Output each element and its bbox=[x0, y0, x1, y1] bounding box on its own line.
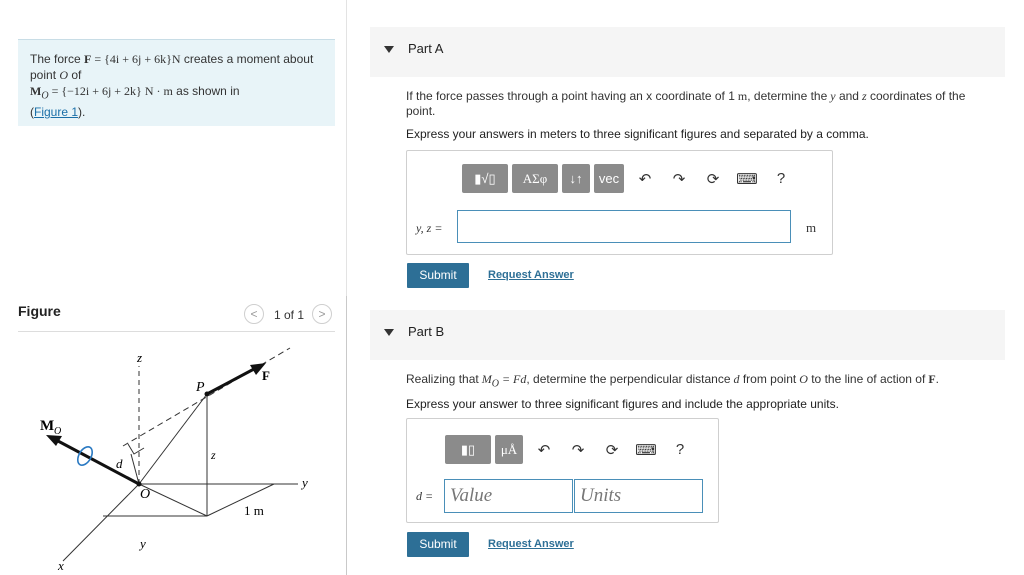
part-a-answer-box bbox=[406, 150, 833, 255]
templates-button[interactable]: ▮√▯ bbox=[462, 164, 508, 193]
reset-icon[interactable]: ⟳ bbox=[605, 441, 619, 459]
figure-divider bbox=[346, 296, 347, 575]
part-a-answer-input[interactable] bbox=[457, 210, 791, 243]
problem-statement bbox=[18, 39, 335, 126]
pager-next-button[interactable]: > bbox=[312, 304, 332, 324]
floor-line-y bbox=[207, 484, 274, 516]
undo-icon[interactable]: ↶ bbox=[638, 170, 652, 188]
figure-rule bbox=[18, 331, 335, 332]
units-button[interactable]: μÅ bbox=[495, 435, 523, 464]
as-shown-text: as shown in bbox=[172, 84, 240, 98]
figure-heading: Figure bbox=[18, 303, 61, 319]
keyboard-icon[interactable]: ⌨ bbox=[736, 170, 758, 188]
label-O: O bbox=[140, 487, 151, 502]
label-z-top: z bbox=[137, 350, 143, 365]
part-a-question bbox=[406, 89, 996, 119]
vector-button[interactable]: vec bbox=[594, 164, 624, 193]
part-a-header[interactable] bbox=[370, 27, 1005, 77]
label-P: P bbox=[196, 380, 205, 395]
paren-close: ). bbox=[78, 105, 86, 120]
value-placeholder: Value bbox=[450, 485, 493, 506]
label-Mo: M bbox=[40, 418, 55, 434]
part-a-request-answer-link[interactable]: Request Answer bbox=[488, 269, 574, 281]
label-y-axis: y bbox=[302, 475, 308, 490]
part-b-answer-label: d = bbox=[416, 489, 434, 503]
part-a-question-y: y bbox=[827, 89, 836, 103]
moment-symbol: M bbox=[30, 84, 42, 98]
paren-open: ( bbox=[30, 105, 34, 120]
part-a-answer-label: y, z = bbox=[416, 221, 443, 235]
collapse-triangle-icon[interactable] bbox=[384, 329, 394, 336]
part-a-submit-button[interactable]: Submit bbox=[407, 263, 469, 288]
part-a-question-pre: If the force passes through a point having an x coordinate of 1 bbox=[406, 89, 735, 103]
point-P bbox=[205, 392, 210, 397]
part-b-toolbar bbox=[445, 435, 697, 464]
units-input[interactable] bbox=[574, 479, 703, 513]
part-b-question-eq2: = Fd bbox=[498, 372, 527, 386]
label-1m: 1 m bbox=[244, 503, 264, 518]
keyboard-icon[interactable]: ⌨ bbox=[635, 441, 657, 459]
part-a-question-z: z bbox=[858, 89, 867, 103]
part-b-question bbox=[406, 372, 996, 391]
help-icon[interactable]: ? bbox=[675, 441, 685, 458]
part-b-question-pre: Realizing that bbox=[406, 372, 479, 386]
part-a-question-post: coordinates of the point. bbox=[406, 89, 966, 118]
pager-prev-button[interactable]: < bbox=[244, 304, 264, 324]
figure-link[interactable]: Figure 1 bbox=[34, 105, 79, 120]
pager-text: 1 of 1 bbox=[274, 308, 305, 322]
part-a-question-mid: , determine the bbox=[747, 89, 828, 103]
part-a-question-and: and bbox=[835, 89, 859, 103]
label-d: d bbox=[116, 456, 123, 471]
right-angle-marker bbox=[128, 444, 144, 454]
x-axis bbox=[63, 484, 139, 561]
part-b-submit-button[interactable]: Submit bbox=[407, 532, 469, 557]
part-b-question-sub: O bbox=[491, 378, 499, 390]
problem-intro: The force bbox=[30, 52, 81, 66]
force-arrow bbox=[207, 369, 254, 394]
part-a-toolbar bbox=[462, 164, 798, 193]
label-F: F bbox=[262, 368, 270, 383]
part-b-instruction: Express your answer to three significant figures and include the appropriate units. bbox=[406, 397, 839, 411]
force-value: = {4i + 6j + 6k}N bbox=[91, 52, 181, 66]
part-a-question-unit: m bbox=[734, 89, 748, 103]
collapse-triangle-icon[interactable] bbox=[384, 46, 394, 53]
part-b-question-eq: M bbox=[478, 372, 492, 386]
redo-icon[interactable]: ↷ bbox=[672, 170, 686, 188]
force-symbol: F bbox=[84, 52, 92, 66]
figure-diagram bbox=[18, 336, 338, 575]
part-b-question-from: from point bbox=[739, 372, 797, 386]
position-vector bbox=[139, 394, 207, 484]
part-b-question-post: to the line of action of bbox=[807, 372, 926, 386]
creates-text: creates a moment about point bbox=[30, 52, 314, 82]
label-x-axis: x bbox=[58, 558, 64, 573]
of-text: of bbox=[68, 68, 82, 82]
part-b-question-mid: , determine the perpendicular distance bbox=[526, 372, 731, 386]
reset-icon[interactable]: ⟳ bbox=[706, 170, 720, 188]
part-b-question-d: d bbox=[730, 372, 740, 386]
moment-sub: O bbox=[41, 90, 49, 102]
label-z-mid: z bbox=[211, 448, 216, 462]
redo-icon[interactable]: ↷ bbox=[571, 441, 585, 459]
part-a-instruction: Express your answers in meters to three significant figures and separated by a comma. bbox=[406, 127, 869, 141]
part-b-request-answer-link[interactable]: Request Answer bbox=[488, 538, 574, 550]
label-y-dim: y bbox=[140, 536, 146, 551]
units-placeholder: Units bbox=[580, 485, 622, 506]
part-b-title: Part B bbox=[408, 324, 445, 339]
part-b-header[interactable] bbox=[370, 310, 1005, 360]
point-symbol: O bbox=[59, 68, 69, 82]
part-b-question-end: . bbox=[935, 372, 939, 386]
label-Mo-sub: O bbox=[54, 426, 62, 437]
moment-arrow bbox=[58, 441, 139, 484]
part-a-unit: m bbox=[806, 220, 817, 235]
subscript-superscript-button[interactable]: ↓↑ bbox=[562, 164, 590, 193]
moment-value: = {−12i + 6j + 2k} N · m bbox=[48, 84, 173, 98]
part-b-question-F: F bbox=[925, 372, 936, 386]
part-b-question-O: O bbox=[796, 372, 808, 386]
value-input[interactable] bbox=[444, 479, 573, 513]
part-b-answer-box bbox=[406, 418, 719, 523]
part-a-title: Part A bbox=[408, 41, 444, 56]
help-icon[interactable]: ? bbox=[776, 170, 786, 187]
greek-letters-button[interactable]: ΑΣφ bbox=[512, 164, 558, 193]
undo-icon[interactable]: ↶ bbox=[537, 441, 551, 459]
templates-button[interactable]: ▮▯ bbox=[445, 435, 491, 464]
